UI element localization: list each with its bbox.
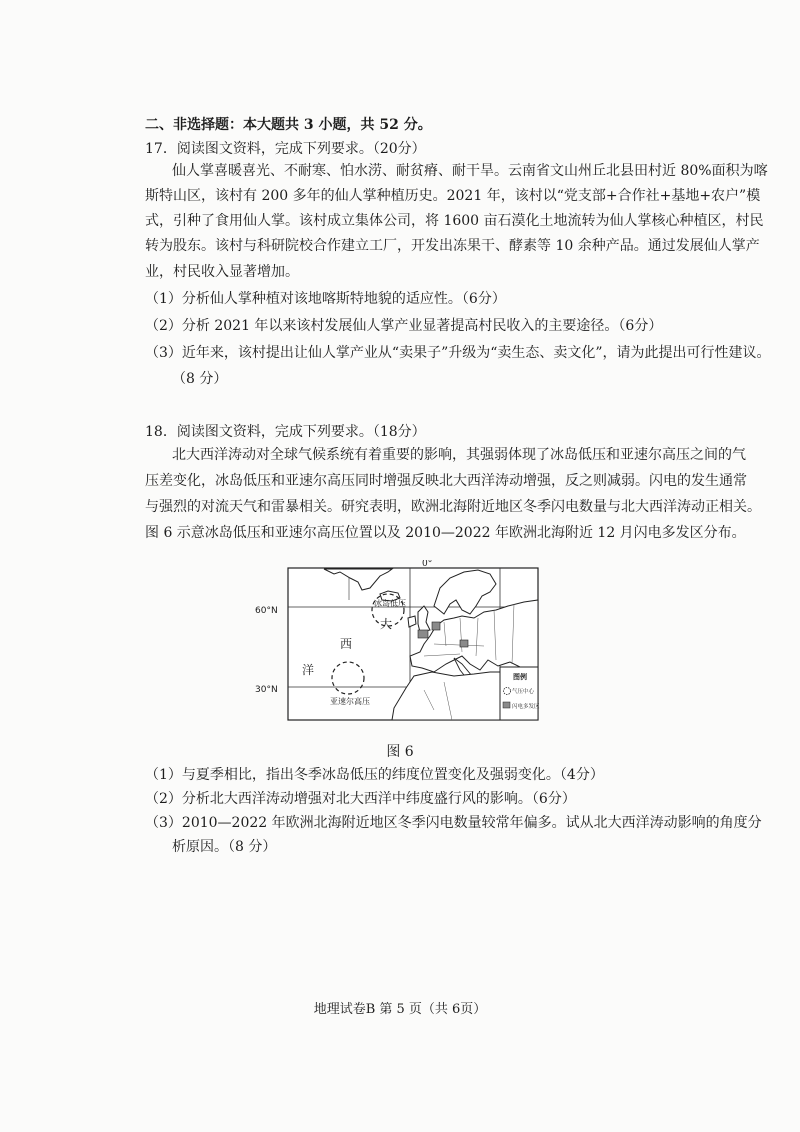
lightning-zone (432, 622, 440, 630)
figure-caption: 图 6 (386, 744, 414, 760)
lightning-zone (460, 640, 468, 647)
ocean-label-char: 大 (380, 617, 393, 631)
q18-para-line: 图 6 示意冰岛低压和亚速尔高压位置以及 2010—2022 年欧洲北海附近 12 月闪电多发区分布。 (145, 525, 746, 541)
q18-para-line: 北大西洋涛动对全球气候系统有着重要的影响，其强弱体现了冰岛低压和亚速尔高压之间的气 (172, 447, 746, 463)
iceland-low-label: 冰岛低压 (374, 599, 406, 608)
lightning-zone (418, 630, 428, 638)
ocean-label-char: 洋 (302, 663, 315, 677)
q18-title: 18．阅读图文资料，完成下列要求。（18分） (145, 424, 426, 440)
legend-title: 图例 (513, 672, 527, 681)
legend-lightning-label: 闪电多发区 (512, 704, 540, 710)
page-footer: 地理试卷B 第 5 页（共 6页） (313, 1002, 487, 1017)
q18-para-line: 压差变化，冰岛低压和亚速尔高压同时增强反映北大西洋涛动增强，反之则减弱。闪电的发生通常 (145, 473, 747, 489)
ocean-label-char: 西 (340, 637, 353, 651)
q18-para-line: 与强烈的对流天气和雷暴相关。研究表明，欧洲北海附近地区冬季闪电数量与北大西洋涛动正相关。 (145, 499, 761, 515)
north-atlantic-map (284, 560, 544, 730)
q17-sub3: （3）近年来，该村提出让仙人掌产业从“卖果子”升级为“卖生态、卖文化”，请为此提出可行性建议。 (145, 345, 771, 361)
legend-lightning-icon (503, 702, 510, 708)
q17-para-line: 业，村民收入显著增加。 (145, 264, 299, 280)
azores-high-label: 亚速尔高压 (330, 697, 370, 706)
q18-sub3-line2: 析原因。（8 分） (172, 839, 277, 855)
legend-pressure-label: 气压中心 (512, 689, 535, 695)
section-header: 二、非选择题：本大题共 3 小题，共 52 分。 (145, 117, 432, 133)
q17-para-line: 转为股东。该村与科研院校合作建立工厂，开发出冻果干、酵素等 10 余种产品。通过发展仙人掌产 (145, 238, 760, 254)
q17-para-line: 式，引种了食用仙人掌。该村成立集体公司，将 1600 亩石漠化土地流转为仙人掌核心种植区，村民 (145, 213, 764, 229)
q17-sub3-score: （8 分） (172, 371, 228, 387)
q17-para-line: 斯特山区，该村有 200 多年的仙人掌种植历史。2021 年，该村以“党支部+合作社+基地+农户”模 (145, 188, 761, 204)
q18-sub2: （2）分析北大西洋涛动增强对北大西洋中纬度盛行风的影响。（6分） (145, 791, 576, 807)
lat-60-label: 60°N (255, 606, 278, 616)
q17-sub2: （2）分析 2021 年以来该村发展仙人掌产业显著提高村民收入的主要途径。（6分） (145, 318, 663, 334)
lat-30-label: 30°N (255, 685, 278, 695)
lon-0-label: 0° (422, 560, 433, 569)
q18-sub3-line1: （3）2010—2022 年欧洲北海附近地区冬季闪电数量较常年偏多。试从北大西洋涛动影响的角度分 (145, 815, 762, 831)
q18-sub1: （1）与夏季相比，指出冬季冰岛低压的纬度位置变化及强弱变化。（4分） (145, 767, 604, 783)
q17-title: 17．阅读图文资料，完成下列要求。（20分） (145, 141, 426, 157)
q17-sub1: （1）分析仙人掌种植对该地喀斯特地貌的适应性。（6分） (145, 291, 506, 307)
q17-para-line: 仙人掌喜暖喜光、不耐寒、怕水涝、耐贫瘠、耐干旱。云南省文山州丘北县田村近 80%面积为喀 (172, 163, 768, 179)
